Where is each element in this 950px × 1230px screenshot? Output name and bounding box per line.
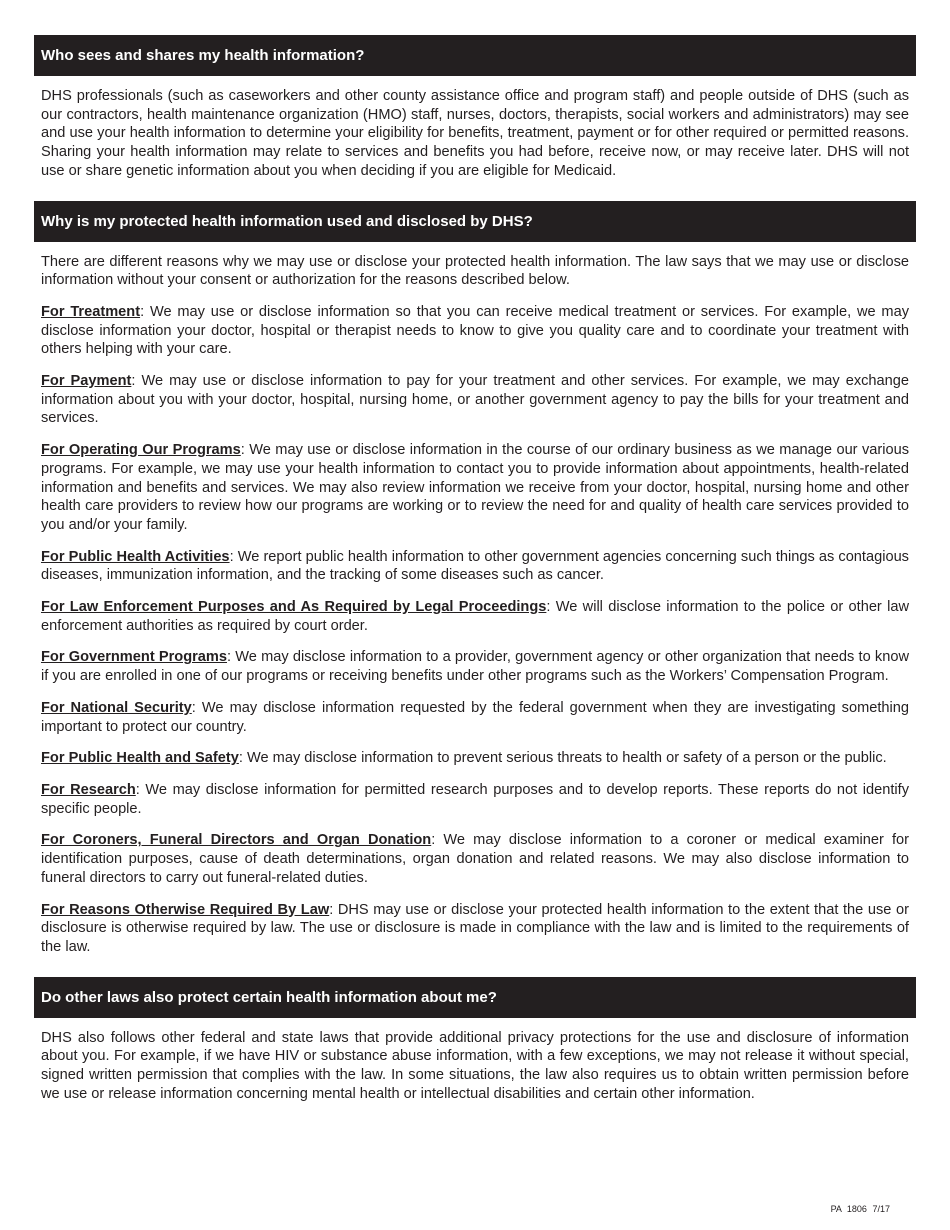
term-description: : We may use or disclose information in the course of our ordinary business as we manage our various programs. For example, we may use your health information to contact you to provide information about appointments, health-related information and benefits and services. We may also review information we receive from your doctor, hospital, nursing home and other health care providers to review how our programs are working or to review the need for and quality of health care services provided to you and/or your family. bbox=[41, 442, 910, 533]
item-national-security bbox=[34, 699, 916, 736]
page-footer bbox=[831, 1204, 890, 1214]
document-page bbox=[34, 35, 916, 1103]
section-paragraph-why-used-intro: There are different reasons why we may use or disclose your protected health information. The law says that we may use or disclose information without your consent or authorization for the reasons described below. bbox=[41, 253, 909, 289]
term-description: : We may use or disclose information so that you can receive medical treatment or services. For example, we may disclose information your doctor, hospital or therapist needs to know to give you quality care and to coordinate your treatment with others helping with your care. bbox=[41, 303, 909, 358]
term-label: For Operating Our Programs bbox=[41, 442, 241, 459]
section-paragraph-other-laws: DHS also follows other federal and state laws that provide additional privacy protections for the use and disclosure of information about you. For example, if we have HIV or substance abuse information, with a few exceptions, we may not release it without special, signed written permission that complies with the law. In some situations, the law also requires us to obtain written permission before we use or release information concerning mental health or intellectual disabilities and certain other information. bbox=[41, 1029, 909, 1102]
item-public-health-activities bbox=[34, 548, 916, 585]
section-heading-other-laws: Do other laws also protect certain health information about me? bbox=[34, 977, 916, 1018]
item-payment bbox=[34, 372, 916, 428]
term-label: For Law Enforcement Purposes and As Required by Legal Proceedings bbox=[41, 599, 547, 616]
item-treatment bbox=[34, 303, 916, 359]
item-government-programs bbox=[34, 648, 916, 685]
term-description: : We report public health information to other government agencies concerning such things as contagious diseases, immunization information, and the tracking of some diseases such as cancer. bbox=[41, 548, 909, 584]
section-heading-who-sees: Who sees and shares my health information? bbox=[34, 35, 916, 76]
item-required-by-law bbox=[34, 901, 916, 957]
item-operating-programs bbox=[34, 441, 916, 535]
term-description: : We will disclose information to the police or other law enforcement authorities as required by court order. bbox=[41, 599, 909, 634]
form-revision: 7/17 bbox=[872, 1204, 890, 1214]
section-paragraph-who-sees: DHS professionals (such as caseworkers and other county assistance office and program staff) and people outside of DHS (such as our contractors, health maintenance organization (HMO) staff, nurses, doctors, therapists, social workers and administrators) may see and use your health information to determine your eligibility for benefits, treatment, payment or for other required or permitted reasons. Sharing your health information may relate to services and benefits you had before, receive now, or may receive later. DHS will not use or share genetic information about you when deciding if you are eligible for Medicaid. bbox=[41, 88, 909, 179]
item-coroners bbox=[34, 831, 916, 887]
term-label: For Reasons Otherwise Required By Law bbox=[41, 901, 330, 918]
term-description: : We may disclose information for permitted research purposes and to develop reports. These reports do not identify specific people. bbox=[41, 781, 909, 817]
item-public-health-safety bbox=[34, 749, 916, 768]
term-label: For Research bbox=[41, 781, 136, 798]
term-description: : We may disclose information to prevent serious threats to health or safety of a person or the public. bbox=[238, 750, 887, 767]
term-label: For Coroners, Funeral Directors and Organ Donation bbox=[41, 832, 432, 849]
term-label: For Payment bbox=[41, 373, 132, 390]
item-research bbox=[34, 781, 916, 818]
term-description: : We may disclose information to a coroner or medical examiner for identification purposes, cause of death determinations, organ donation and related reasons. We may also disclose information to funeral directors to carry out funeral-related duties. bbox=[41, 832, 910, 886]
term-description: : We may disclose information requested by the federal government when they are investigating something important to protect our country. bbox=[41, 699, 909, 735]
form-number: PA 1806 bbox=[830, 1204, 867, 1214]
term-description: : We may use or disclose information to pay for your treatment and other services. For example, we may exchange information about you with your doctor, hospital, nursing home, or another government agency to pay the bills for your treatment and services. bbox=[41, 373, 909, 427]
term-description: : We may disclose information to a provider, government agency or other organization that needs to know if you are enrolled in one of our programs or receiving benefits under other programs such as the Workers’ Compensation Program. bbox=[41, 649, 909, 685]
term-label: For Public Health Activities bbox=[41, 548, 230, 565]
section-heading-why-used: Why is my protected health information used and disclosed by DHS? bbox=[34, 201, 916, 242]
term-label: For Treatment bbox=[41, 303, 141, 320]
item-law-enforcement bbox=[34, 598, 916, 635]
term-description: : DHS may use or disclose your protected health information to the extent that the use or disclosure is otherwise required by law. The use or disclosure is made in compliance with the law and is limited to the requirements of the law. bbox=[41, 901, 909, 955]
term-label: For Public Health and Safety bbox=[41, 750, 239, 767]
term-label: For National Security bbox=[41, 699, 192, 716]
term-label: For Government Programs bbox=[41, 649, 228, 666]
